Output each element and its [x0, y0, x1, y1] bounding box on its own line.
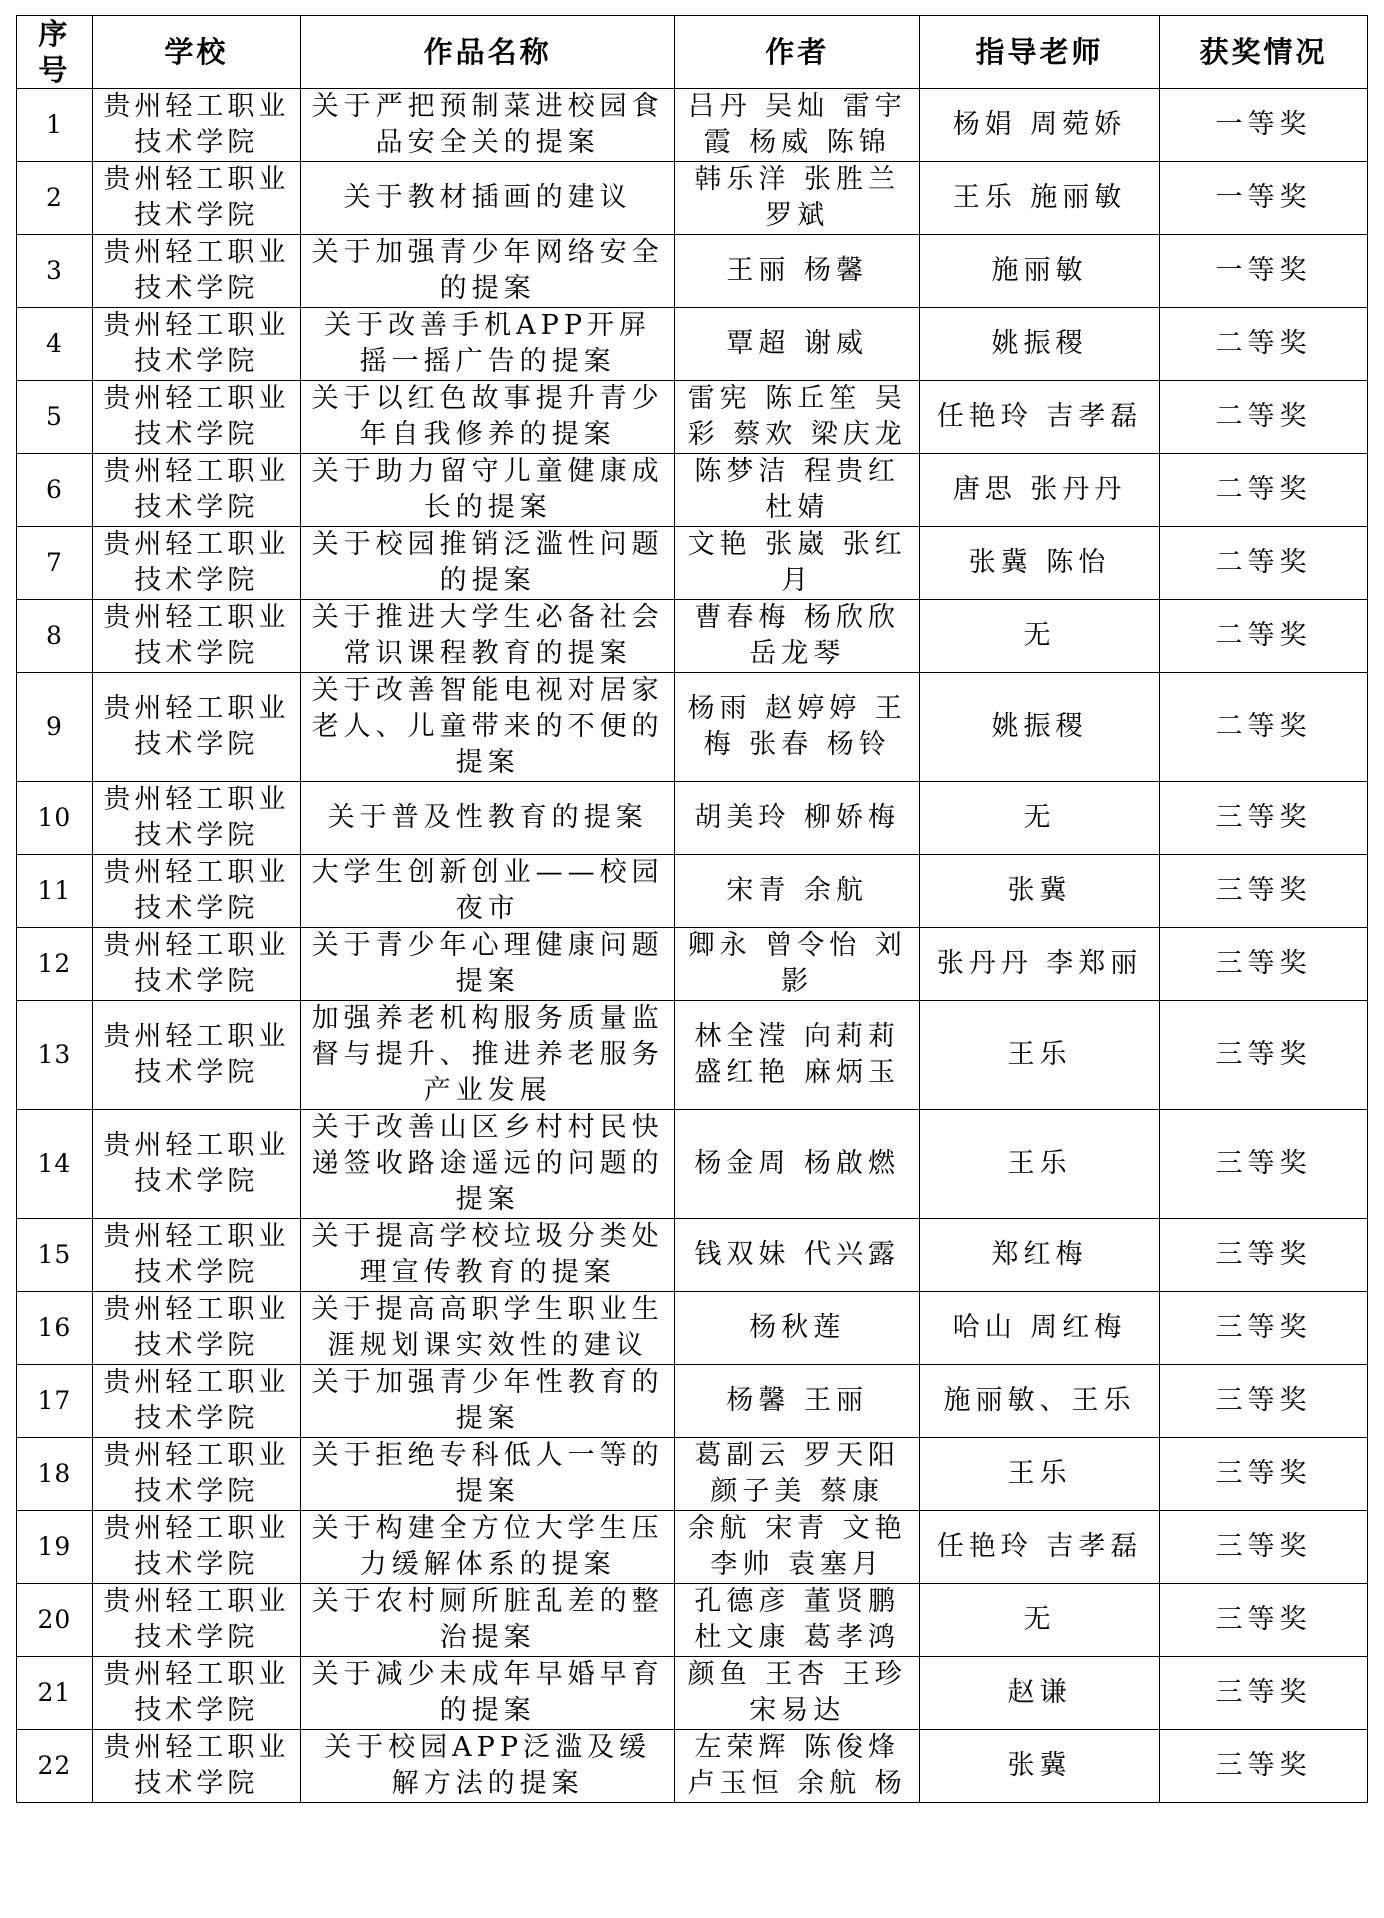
- cell-school: 贵州轻工职业技术学院: [92, 1219, 300, 1292]
- table-row: [17, 381, 1368, 454]
- cell-advisor: 无: [920, 1584, 1160, 1657]
- cell-title: 关于改善山区乡村村民快递签收路途遥远的问题的提案: [300, 1110, 674, 1219]
- cell-school: 贵州轻工职业技术学院: [92, 162, 300, 235]
- cell-award: 三等奖: [1159, 1001, 1367, 1110]
- cell-no: 8: [17, 600, 93, 673]
- cell-no: 17: [17, 1365, 93, 1438]
- cell-authors: 左荣辉 陈俊烽 卢玉恒 余航 杨: [675, 1730, 920, 1803]
- cell-no: 18: [17, 1438, 93, 1511]
- cell-award: 三等奖: [1159, 1365, 1367, 1438]
- cell-authors: 杨雨 赵婷婷 王梅 张春 杨铃: [675, 673, 920, 782]
- cell-school: 贵州轻工职业技术学院: [92, 600, 300, 673]
- cell-title: 大学生创新创业——校园夜市: [300, 855, 674, 928]
- table-row: [17, 1730, 1368, 1803]
- cell-authors: 陈梦洁 程贵红 杜婧: [675, 454, 920, 527]
- cell-school: 贵州轻工职业技术学院: [92, 782, 300, 855]
- cell-advisor: 姚振稷: [920, 308, 1160, 381]
- cell-authors: 卿永 曾令怡 刘影: [675, 928, 920, 1001]
- cell-school: 贵州轻工职业技术学院: [92, 454, 300, 527]
- cell-advisor: 施丽敏: [920, 235, 1160, 308]
- cell-award: 三等奖: [1159, 855, 1367, 928]
- cell-award: 二等奖: [1159, 308, 1367, 381]
- cell-no: 3: [17, 235, 93, 308]
- cell-award: 三等奖: [1159, 1219, 1367, 1292]
- cell-authors: 葛副云 罗天阳 颜子美 蔡康: [675, 1438, 920, 1511]
- cell-advisor: 任艳玲 吉孝磊: [920, 381, 1160, 454]
- cell-school: 贵州轻工职业技术学院: [92, 1292, 300, 1365]
- table-row: [17, 454, 1368, 527]
- cell-advisor: 无: [920, 782, 1160, 855]
- cell-advisor: 张冀 陈怡: [920, 527, 1160, 600]
- cell-authors: 曹春梅 杨欣欣 岳龙琴: [675, 600, 920, 673]
- cell-no: 6: [17, 454, 93, 527]
- cell-award: 三等奖: [1159, 1438, 1367, 1511]
- table-row: [17, 1292, 1368, 1365]
- cell-school: 贵州轻工职业技术学院: [92, 1511, 300, 1584]
- cell-title: 关于以红色故事提升青少年自我修养的提案: [300, 381, 674, 454]
- cell-authors: 胡美玲 柳娇梅: [675, 782, 920, 855]
- cell-title: 关于校园推销泛滥性问题的提案: [300, 527, 674, 600]
- cell-no: 13: [17, 1001, 93, 1110]
- cell-school: 贵州轻工职业技术学院: [92, 527, 300, 600]
- cell-advisor: 王乐: [920, 1110, 1160, 1219]
- cell-no: 15: [17, 1219, 93, 1292]
- cell-award: 三等奖: [1159, 1292, 1367, 1365]
- cell-title: 关于普及性教育的提案: [300, 782, 674, 855]
- cell-school: 贵州轻工职业技术学院: [92, 1657, 300, 1730]
- cell-award: 三等奖: [1159, 928, 1367, 1001]
- cell-no: 14: [17, 1110, 93, 1219]
- cell-title: 关于构建全方位大学生压力缓解体系的提案: [300, 1511, 674, 1584]
- cell-title: 关于严把预制菜进校园食品安全关的提案: [300, 89, 674, 162]
- cell-award: 三等奖: [1159, 1511, 1367, 1584]
- cell-title: 关于拒绝专科低人一等的提案: [300, 1438, 674, 1511]
- cell-advisor: 王乐 施丽敏: [920, 162, 1160, 235]
- cell-school: 贵州轻工职业技术学院: [92, 1110, 300, 1219]
- cell-award: 一等奖: [1159, 235, 1367, 308]
- cell-authors: 钱双妹 代兴露: [675, 1219, 920, 1292]
- cell-school: 贵州轻工职业技术学院: [92, 673, 300, 782]
- cell-authors: 王丽 杨馨: [675, 235, 920, 308]
- cell-award: 三等奖: [1159, 1110, 1367, 1219]
- cell-award: 三等奖: [1159, 1657, 1367, 1730]
- cell-advisor: 任艳玲 吉孝磊: [920, 1511, 1160, 1584]
- cell-advisor: 施丽敏、王乐: [920, 1365, 1160, 1438]
- table-row: [17, 308, 1368, 381]
- cell-title: 关于提高学校垃圾分类处理宣传教育的提案: [300, 1219, 674, 1292]
- cell-authors: 韩乐洋 张胜兰 罗斌: [675, 162, 920, 235]
- cell-no: 10: [17, 782, 93, 855]
- header-award: 获奖情况: [1159, 16, 1367, 89]
- cell-advisor: 郑红梅: [920, 1219, 1160, 1292]
- cell-title: 关于助力留守儿童健康成长的提案: [300, 454, 674, 527]
- cell-advisor: 王乐: [920, 1001, 1160, 1110]
- cell-authors: 林全滢 向莉莉 盛红艳 麻炳玉: [675, 1001, 920, 1110]
- cell-advisor: 张冀: [920, 855, 1160, 928]
- cell-authors: 雷宪 陈丘笙 吴彩 蔡欢 梁庆龙: [675, 381, 920, 454]
- cell-title: 关于提高高职学生职业生涯规划课实效性的建议: [300, 1292, 674, 1365]
- cell-award: 三等奖: [1159, 1730, 1367, 1803]
- cell-authors: 吕丹 吴灿 雷宇霞 杨威 陈锦: [675, 89, 920, 162]
- cell-award: 二等奖: [1159, 527, 1367, 600]
- cell-school: 贵州轻工职业技术学院: [92, 1584, 300, 1657]
- table-row: [17, 1657, 1368, 1730]
- cell-advisor: 哈山 周红梅: [920, 1292, 1160, 1365]
- cell-title: 关于改善手机APP开屏摇一摇广告的提案: [300, 308, 674, 381]
- table-body: [17, 89, 1368, 1803]
- table-row: [17, 162, 1368, 235]
- cell-no: 19: [17, 1511, 93, 1584]
- cell-no: 1: [17, 89, 93, 162]
- cell-award: 三等奖: [1159, 782, 1367, 855]
- table-row: [17, 1110, 1368, 1219]
- cell-advisor: 赵谦: [920, 1657, 1160, 1730]
- cell-authors: 杨馨 王丽: [675, 1365, 920, 1438]
- cell-title: 关于减少未成年早婚早育的提案: [300, 1657, 674, 1730]
- cell-award: 二等奖: [1159, 454, 1367, 527]
- cell-no: 4: [17, 308, 93, 381]
- table-row: [17, 600, 1368, 673]
- cell-title: 关于校园APP泛滥及缓解方法的提案: [300, 1730, 674, 1803]
- cell-school: 贵州轻工职业技术学院: [92, 1730, 300, 1803]
- cell-authors: 宋青 余航: [675, 855, 920, 928]
- cell-authors: 覃超 谢威: [675, 308, 920, 381]
- cell-award: 二等奖: [1159, 600, 1367, 673]
- table-row: [17, 1438, 1368, 1511]
- cell-school: 贵州轻工职业技术学院: [92, 928, 300, 1001]
- table-row: [17, 1365, 1368, 1438]
- cell-no: 2: [17, 162, 93, 235]
- cell-authors: 文艳 张崴 张红月: [675, 527, 920, 600]
- cell-school: 贵州轻工职业技术学院: [92, 235, 300, 308]
- cell-title: 关于推进大学生必备社会常识课程教育的提案: [300, 600, 674, 673]
- award-table: [16, 15, 1368, 1803]
- cell-no: 7: [17, 527, 93, 600]
- table-row: [17, 1001, 1368, 1110]
- cell-title: 加强养老机构服务质量监督与提升、推进养老服务产业发展: [300, 1001, 674, 1110]
- table-row: [17, 673, 1368, 782]
- cell-authors: 杨秋莲: [675, 1292, 920, 1365]
- header-no: 序号: [17, 16, 93, 89]
- cell-no: 22: [17, 1730, 93, 1803]
- cell-no: 21: [17, 1657, 93, 1730]
- cell-title: 关于改善智能电视对居家老人、儿童带来的不便的提案: [300, 673, 674, 782]
- cell-title: 关于加强青少年网络安全的提案: [300, 235, 674, 308]
- header-authors: 作者: [675, 16, 920, 89]
- cell-title: 关于青少年心理健康问题提案: [300, 928, 674, 1001]
- cell-school: 贵州轻工职业技术学院: [92, 1365, 300, 1438]
- cell-school: 贵州轻工职业技术学院: [92, 308, 300, 381]
- cell-advisor: 张丹丹 李郑丽: [920, 928, 1160, 1001]
- header-advisor: 指导老师: [920, 16, 1160, 89]
- table-row: [17, 89, 1368, 162]
- cell-no: 16: [17, 1292, 93, 1365]
- cell-school: 贵州轻工职业技术学院: [92, 89, 300, 162]
- cell-school: 贵州轻工职业技术学院: [92, 1438, 300, 1511]
- cell-title: 关于教材插画的建议: [300, 162, 674, 235]
- cell-authors: 颜鱼 王杏 王珍 宋易达: [675, 1657, 920, 1730]
- cell-title: 关于农村厕所脏乱差的整治提案: [300, 1584, 674, 1657]
- cell-award: 二等奖: [1159, 381, 1367, 454]
- table-row: [17, 235, 1368, 308]
- table-row: [17, 1511, 1368, 1584]
- cell-award: 二等奖: [1159, 673, 1367, 782]
- cell-no: 9: [17, 673, 93, 782]
- table-row: [17, 855, 1368, 928]
- cell-advisor: 王乐: [920, 1438, 1160, 1511]
- cell-school: 贵州轻工职业技术学院: [92, 381, 300, 454]
- cell-school: 贵州轻工职业技术学院: [92, 855, 300, 928]
- cell-award: 三等奖: [1159, 1584, 1367, 1657]
- cell-authors: 余航 宋青 文艳 李帅 袁塞月: [675, 1511, 920, 1584]
- cell-authors: 孔德彦 董贤鹏 杜文康 葛孝鸿: [675, 1584, 920, 1657]
- cell-advisor: 无: [920, 600, 1160, 673]
- cell-no: 11: [17, 855, 93, 928]
- header-title: 作品名称: [300, 16, 674, 89]
- table-row: [17, 527, 1368, 600]
- cell-no: 12: [17, 928, 93, 1001]
- cell-title: 关于加强青少年性教育的提案: [300, 1365, 674, 1438]
- cell-award: 一等奖: [1159, 162, 1367, 235]
- cell-no: 20: [17, 1584, 93, 1657]
- header-school: 学校: [92, 16, 300, 89]
- cell-authors: 杨金周 杨啟燃: [675, 1110, 920, 1219]
- table-row: [17, 1219, 1368, 1292]
- header-row: [17, 16, 1368, 89]
- cell-school: 贵州轻工职业技术学院: [92, 1001, 300, 1110]
- cell-no: 5: [17, 381, 93, 454]
- table-row: [17, 928, 1368, 1001]
- cell-advisor: 杨娟 周菀娇: [920, 89, 1160, 162]
- cell-advisor: 唐思 张丹丹: [920, 454, 1160, 527]
- table-row: [17, 782, 1368, 855]
- cell-advisor: 姚振稷: [920, 673, 1160, 782]
- cell-advisor: 张冀: [920, 1730, 1160, 1803]
- table-row: [17, 1584, 1368, 1657]
- cell-award: 一等奖: [1159, 89, 1367, 162]
